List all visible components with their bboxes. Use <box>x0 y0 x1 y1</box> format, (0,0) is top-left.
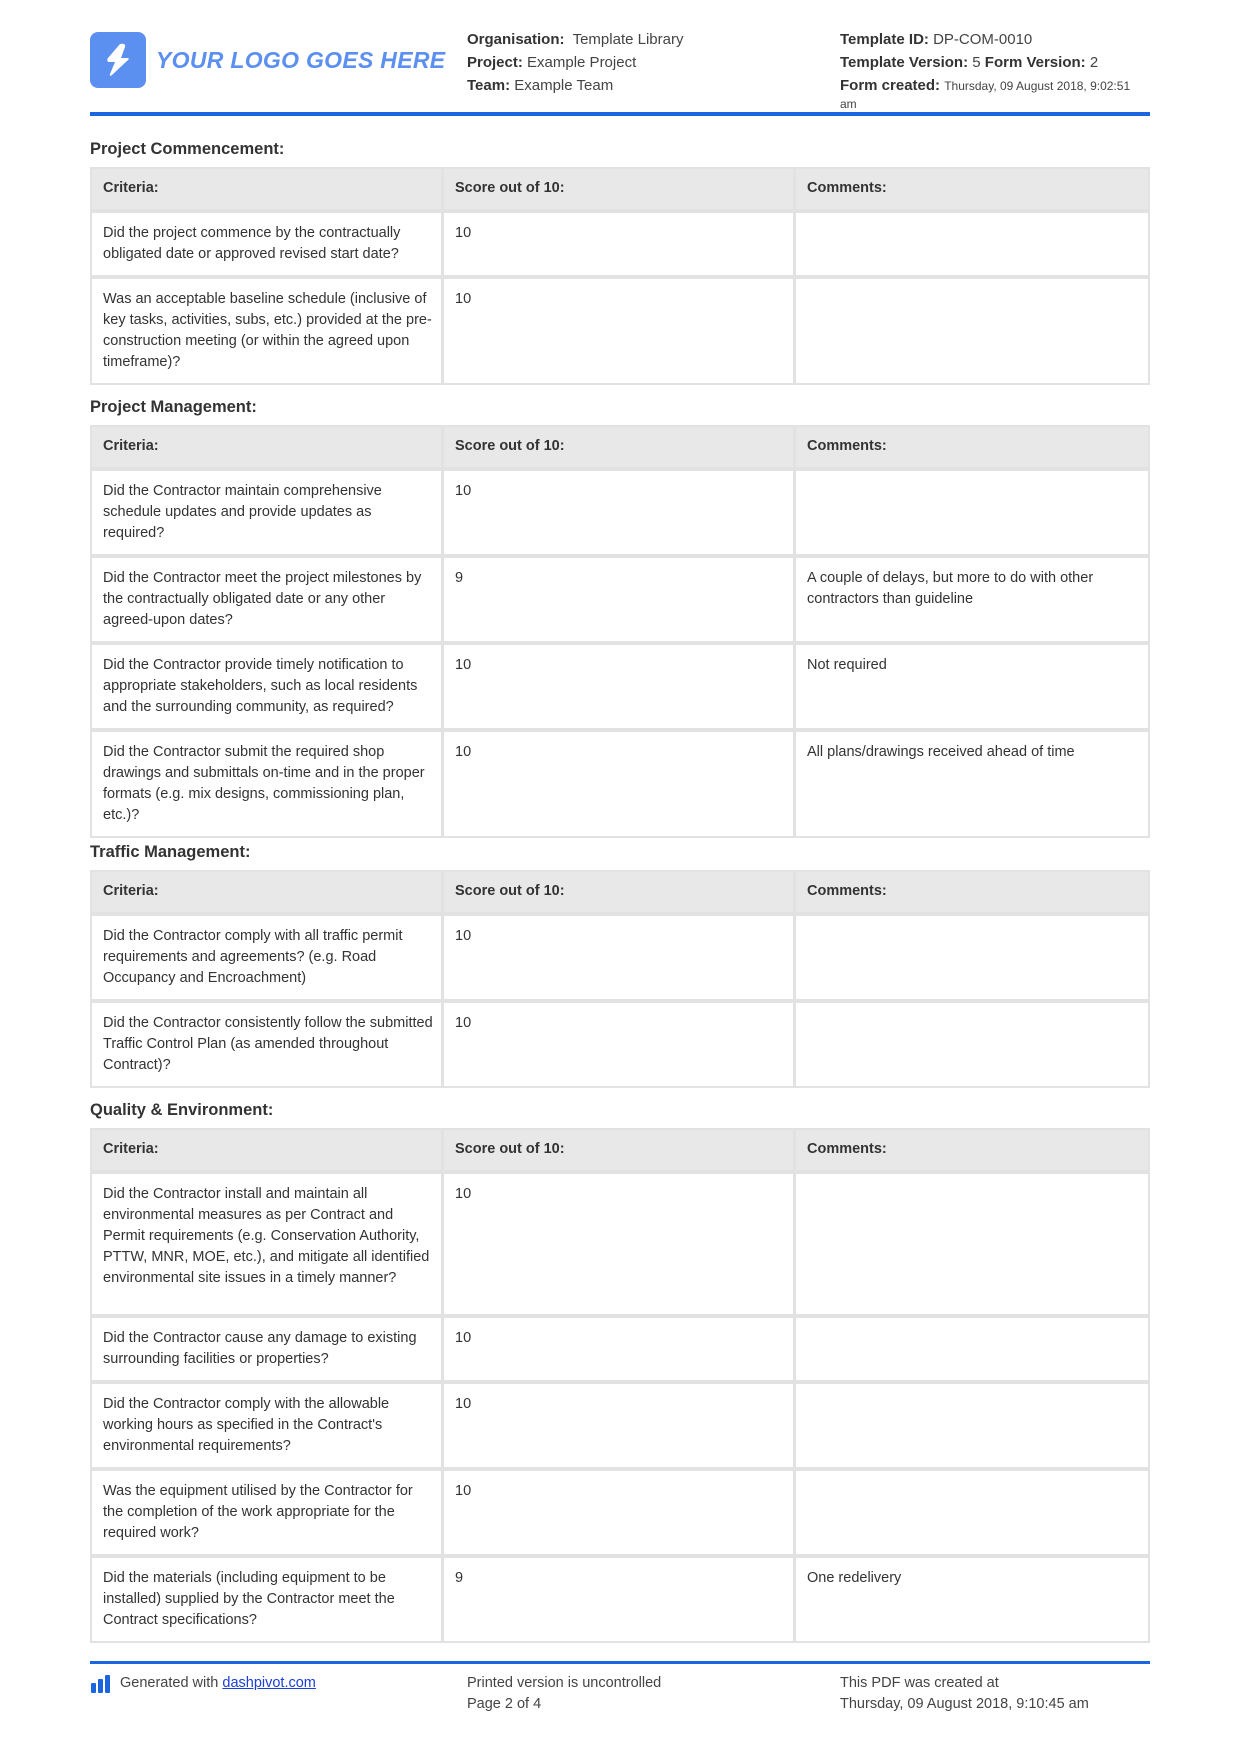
comments-header: Comments: <box>796 427 1148 471</box>
criteria-cell: Did the Contractor cause any damage to existing surrounding facilities or properties? <box>92 1318 444 1384</box>
comments-cell: A couple of delays, but more to do with other contractors than guideline <box>796 558 1148 645</box>
header-rule <box>90 112 1150 116</box>
section-title: Project Management: <box>90 398 257 416</box>
table-row <box>92 645 1148 732</box>
score-cell: 10 <box>444 1318 796 1384</box>
comments-cell: All plans/drawings received ahead of time <box>796 732 1148 836</box>
criteria-cell: Was an acceptable baseline schedule (inclusive of key tasks, activities, subs, etc.) provided at the pre-construction meeting (or within the agreed upon timeframe)? <box>92 279 444 383</box>
comments-header: Comments: <box>796 169 1148 213</box>
team-value: Example Team <box>514 77 614 94</box>
table-row <box>92 732 1148 836</box>
print-info <box>467 1673 661 1715</box>
criteria-cell: Did the Contractor submit the required shop drawings and submittals on-time and in the proper formats (e.g. mix designs, commissioning plan, etc.)? <box>92 732 444 836</box>
comments-cell <box>796 1471 1148 1558</box>
score-cell: 10 <box>444 1384 796 1471</box>
table-row <box>92 1471 1148 1558</box>
section-title: Project Commencement: <box>90 140 285 158</box>
logo-text: YOUR LOGO GOES HERE <box>156 46 446 73</box>
comments-cell: One redelivery <box>796 1558 1148 1641</box>
score-cell: 10 <box>444 1471 796 1558</box>
criteria-cell: Did the Contractor consistently follow the submitted Traffic Control Plan (as amended throughout Contract)? <box>92 1003 444 1086</box>
template-id-label: Template ID: <box>840 31 929 48</box>
project-value: Example Project <box>527 54 637 71</box>
table-header-row <box>92 872 1148 916</box>
score-cell: 10 <box>444 1174 796 1318</box>
project-label: Project: <box>467 54 523 71</box>
criteria-table <box>90 167 1150 385</box>
criteria-cell: Did the materials (including equipment to be installed) supplied by the Contractor meet the Contract specifications? <box>92 1558 444 1641</box>
comments-header: Comments: <box>796 1130 1148 1174</box>
comments-cell <box>796 471 1148 558</box>
criteria-header: Criteria: <box>92 169 444 213</box>
generated-prefix: Generated with <box>120 1675 219 1691</box>
page-header <box>90 28 1150 114</box>
comments-cell <box>796 1003 1148 1086</box>
organisation-value: Template Library <box>572 31 684 48</box>
criteria-cell: Did the Contractor maintain comprehensive schedule updates and provide updates as required? <box>92 471 444 558</box>
form-created-value: Thursday, 09 August 2018, 9:02:51 am <box>840 79 1131 111</box>
dashpivot-icon <box>90 1674 114 1694</box>
table-row <box>92 471 1148 558</box>
logo <box>90 32 445 88</box>
score-cell: 10 <box>444 645 796 732</box>
template-meta <box>840 28 1150 113</box>
table-row <box>92 1003 1148 1086</box>
form-version-value: 2 <box>1089 54 1099 71</box>
generated-with <box>90 1673 316 1694</box>
team-label: Team: <box>467 77 511 94</box>
comments-cell <box>796 213 1148 279</box>
criteria-header: Criteria: <box>92 427 444 471</box>
comments-cell <box>796 1174 1148 1318</box>
score-cell: 10 <box>444 471 796 558</box>
criteria-header: Criteria: <box>92 1130 444 1174</box>
score-header: Score out of 10: <box>444 872 796 916</box>
score-cell: 9 <box>444 1558 796 1641</box>
table-row <box>92 213 1148 279</box>
dashpivot-link[interactable]: dashpivot.com <box>222 1675 316 1691</box>
criteria-table <box>90 425 1150 838</box>
score-cell: 10 <box>444 732 796 836</box>
project-meta <box>467 28 683 97</box>
table-header-row <box>92 427 1148 471</box>
table-header-row <box>92 169 1148 213</box>
score-header: Score out of 10: <box>444 169 796 213</box>
comments-cell <box>796 279 1148 383</box>
organisation-label: Organisation: <box>467 31 565 48</box>
table-header-row <box>92 1130 1148 1174</box>
comments-header: Comments: <box>796 872 1148 916</box>
score-cell: 9 <box>444 558 796 645</box>
criteria-cell: Was the equipment utilised by the Contractor for the completion of the work appropriate for the required work? <box>92 1471 444 1558</box>
comments-cell: Not required <box>796 645 1148 732</box>
pdf-created <box>840 1673 1089 1715</box>
criteria-cell: Did the Contractor comply with all traffic permit requirements and agreements? (e.g. Road Occupancy and Encroachment) <box>92 916 444 1003</box>
score-cell: 10 <box>444 1003 796 1086</box>
table-row <box>92 1558 1148 1641</box>
score-cell: 10 <box>444 213 796 279</box>
table-row <box>92 279 1148 383</box>
table-row <box>92 558 1148 645</box>
template-version-value: 5 <box>972 54 981 71</box>
score-header: Score out of 10: <box>444 427 796 471</box>
criteria-cell: Did the Contractor install and maintain all environmental measures as per Contract and Permit requirements (e.g. Conservation Authority, PTTW, MNR, MOE, etc.), and mitigate all identified environmental site issues in a timely manner? <box>92 1174 444 1318</box>
section-title: Quality & Environment: <box>90 1101 274 1119</box>
comments-cell <box>796 1318 1148 1384</box>
comments-cell <box>796 1384 1148 1471</box>
form-version-label: Form Version: <box>984 54 1086 71</box>
score-cell: 10 <box>444 279 796 383</box>
template-id-value: DP-COM-0010 <box>933 31 1033 48</box>
comments-cell <box>796 916 1148 1003</box>
footer-rule <box>90 1661 1150 1664</box>
table-row <box>92 1384 1148 1471</box>
score-header: Score out of 10: <box>444 1130 796 1174</box>
page-number: Page 2 of 4 <box>467 1696 542 1712</box>
template-version-label: Template Version: <box>840 54 969 71</box>
pdf-created-label: This PDF was created at <box>840 1675 999 1691</box>
score-cell: 10 <box>444 916 796 1003</box>
form-created-label: Form created: <box>840 77 941 94</box>
pdf-created-value: Thursday, 09 August 2018, 9:10:45 am <box>840 1696 1089 1712</box>
logo-icon <box>90 32 146 88</box>
table-row <box>92 1174 1148 1318</box>
criteria-cell: Did the Contractor provide timely notification to appropriate stakeholders, such as local residents and the surrounding community, as required? <box>92 645 444 732</box>
table-row <box>92 1318 1148 1384</box>
criteria-cell: Did the project commence by the contractually obligated date or approved revised start date? <box>92 213 444 279</box>
criteria-table <box>90 1128 1150 1643</box>
criteria-header: Criteria: <box>92 872 444 916</box>
table-row <box>92 916 1148 1003</box>
criteria-cell: Did the Contractor comply with the allowable working hours as specified in the Contract's environmental requirements? <box>92 1384 444 1471</box>
uncontrolled-note: Printed version is uncontrolled <box>467 1675 662 1691</box>
criteria-table <box>90 870 1150 1088</box>
section-title: Traffic Management: <box>90 843 251 861</box>
criteria-cell: Did the Contractor meet the project milestones by the contractually obligated date or any other agreed-upon dates? <box>92 558 444 645</box>
